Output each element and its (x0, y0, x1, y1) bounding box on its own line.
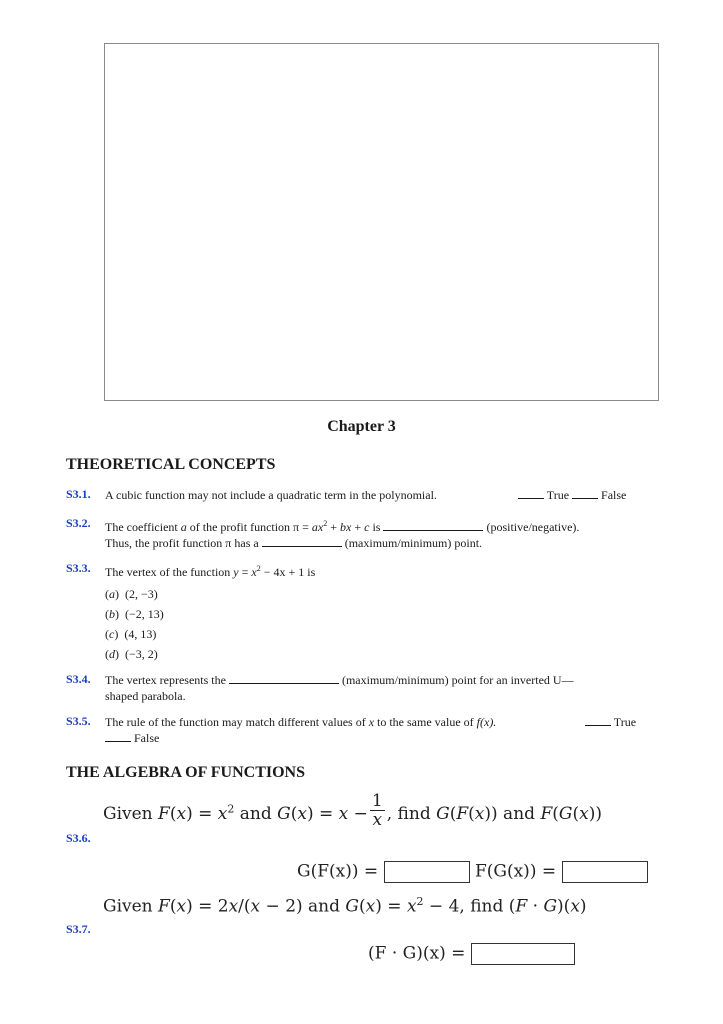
question-number-s3-6: S3.6. (66, 831, 91, 845)
answer-blank[interactable] (105, 731, 131, 742)
question-prompt-s3-6: Given $F(x) = x^2$ and G(x) = x − $\frac{1}{x}$ , find G(F(x)) and F(G(x)) (103, 791, 602, 830)
question-text-s3-4: The vertex represents the (maximum/minimum) point for an inverted U— shaped parabola. (105, 673, 574, 703)
chapter-title: Chapter 3 (327, 418, 396, 435)
false-label: False (601, 488, 627, 502)
answer-blank[interactable] (572, 488, 598, 499)
true-label: True (546, 488, 570, 502)
figure-placeholder (104, 43, 659, 401)
section-heading-theoretical: THEORETICAL CONCEPTS (66, 456, 276, 473)
question-text-s3-2: The coefficient a of the profit function $\pi = ax^2$ + bx + c is (positive/negative). Thus, the profit function π has a (maximum/minimum) point. (105, 519, 580, 550)
true-choice: True (585, 714, 636, 730)
option-c[interactable]: (c) (4, 13) (105, 627, 157, 641)
question-number-s3-3: S3.3. (66, 561, 91, 575)
question-number-s3-5: S3.5. (66, 714, 91, 728)
answer-row-s3-6: G(F(x)) = F(G(x)) = (297, 861, 648, 883)
question-text-s3-5: The rule of the function may match different values of x to the same value of f(x). (105, 715, 497, 729)
answer-box-product[interactable] (471, 943, 575, 965)
false-choice: False (105, 730, 159, 746)
answer-box-fgx[interactable] (562, 861, 648, 883)
question-number-s3-7: S3.7. (66, 922, 91, 936)
answer-blank[interactable] (585, 715, 611, 726)
section-heading-algebra: THE ALGEBRA OF FUNCTIONS (66, 764, 306, 781)
question-text-s3-3: The vertex of the function $y = x^2 - 4x + 1$ is (105, 564, 316, 579)
answer-blank[interactable] (518, 488, 544, 499)
answer-row-s3-7: (F · G)(x) = (368, 943, 575, 965)
true-false-choice (518, 487, 626, 503)
option-d[interactable]: (d) (−3, 2) (105, 647, 158, 661)
question-prompt-s3-7: Given F(x) = 2x/(x − 2) and $G(x) = x^2 - 4$, find (F · G)(x) (103, 895, 587, 917)
answer-blank[interactable] (229, 673, 339, 684)
question-number-s3-2: S3.2. (66, 516, 91, 530)
option-b[interactable]: (b) (−2, 13) (105, 607, 164, 621)
answer-blank[interactable] (262, 536, 342, 547)
answer-box-gfx[interactable] (384, 861, 470, 883)
option-a[interactable]: (a) (2, −3) (105, 587, 158, 601)
question-number-s3-1: S3.1. (66, 487, 91, 501)
question-text-s3-1: A cubic function may not include a quadratic term in the polynomial. (105, 488, 437, 502)
answer-blank[interactable] (383, 520, 483, 531)
question-number-s3-4: S3.4. (66, 672, 91, 686)
